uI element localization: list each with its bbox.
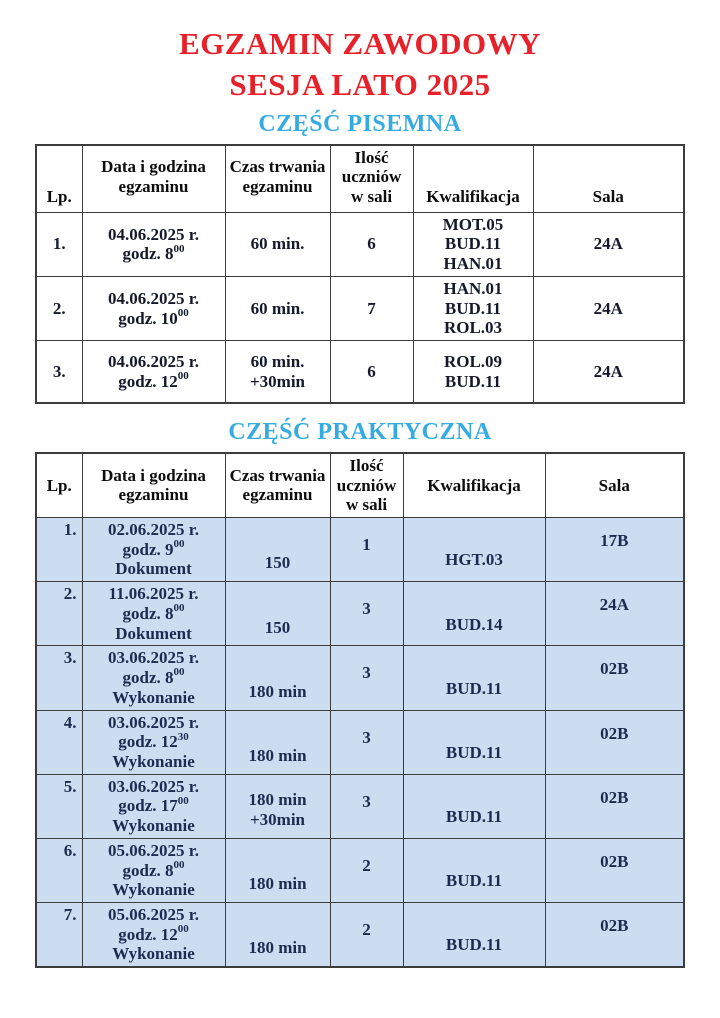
students-cell: 2 [330, 838, 403, 902]
stage-label: Dokument [115, 559, 192, 579]
lp-cell: 7. [36, 902, 82, 967]
col-header-date: Data i godzina egzaminu [82, 145, 225, 213]
students-cell: 6 [330, 212, 413, 276]
duration-cell: 180 min [225, 838, 330, 902]
qualification-cell: ROL.09 BUD.11 [413, 341, 533, 404]
col-header-duration: Czas trwania egzaminu [225, 145, 330, 213]
main-title-line2: SESJA LATO 2025 [229, 66, 491, 102]
duration-cell: 180 min [225, 646, 330, 710]
qualification-cell: BUD.11 [403, 838, 545, 902]
qualification-cell: BUD.11 [403, 774, 545, 838]
date-cell: 04.06.2025 r. godz. $8^{00}$ [82, 212, 225, 276]
stage-label: Wykonanie [112, 944, 195, 964]
stage-label: Wykonanie [112, 880, 195, 900]
room-cell: 02B [545, 646, 684, 710]
students-cell: 1 [330, 518, 403, 582]
stage-label: Wykonanie [112, 687, 195, 707]
students-cell: 7 [330, 276, 413, 340]
duration-cell: 150 [225, 582, 330, 646]
stage-label: Wykonanie [112, 751, 195, 771]
practical-table-row [36, 710, 684, 774]
date-cell: 04.06.2025 r. godz. $10^{00}$ [82, 276, 225, 340]
date-cell: 04.06.2025 r. godz. $12^{00}$ [82, 341, 225, 404]
lp-cell: 2. [36, 276, 82, 340]
duration-cell: 150 [225, 518, 330, 582]
date-cell: 02.06.2025 r. godz. $9^{00}$ Dokument [82, 518, 225, 582]
practical-table-row [36, 838, 684, 902]
col-header-students: Ilość uczniów w sali [330, 145, 413, 213]
written-exam-table [35, 144, 685, 404]
room-cell: 17B [545, 518, 684, 582]
written-table-row [36, 276, 684, 340]
practical-table-row [36, 774, 684, 838]
students-cell: 6 [330, 341, 413, 404]
lp-cell: 6. [36, 838, 82, 902]
written-section-heading: CZĘŚĆ PISEMNA [258, 110, 462, 137]
date-cell: 05.06.2025 r. godz. $8^{00}$ Wykonanie [82, 838, 225, 902]
practical-table-row [36, 646, 684, 710]
students-cell: 3 [330, 582, 403, 646]
practical-table-row [36, 518, 684, 582]
col-header-room: Sala [533, 145, 684, 213]
qualification-cell: BUD.11 [403, 902, 545, 967]
lp-cell: 3. [36, 646, 82, 710]
stage-label: Wykonanie [112, 816, 195, 836]
lp-cell: 1. [36, 518, 82, 582]
col-header-lp: Lp. [36, 453, 82, 518]
room-cell: 02B [545, 710, 684, 774]
qualification-cell: BUD.14 [403, 582, 545, 646]
main-title-line1: EGZAMIN ZAWODOWY [179, 26, 541, 61]
col-header-qualification: Kwalifikacja [413, 145, 533, 213]
room-cell: 24A [533, 212, 684, 276]
col-header-duration: Czas trwania egzaminu [225, 453, 330, 518]
students-cell: 2 [330, 902, 403, 967]
duration-cell: 180 min [225, 902, 330, 967]
date-cell: 03.06.2025 r. godz. $8^{00}$ Wykonanie [82, 646, 225, 710]
date-cell: 03.06.2025 r. godz. $17^{00}$ Wykonanie [82, 774, 225, 838]
practical-exam-table [35, 452, 685, 968]
room-cell: 02B [545, 774, 684, 838]
room-cell: 24A [533, 276, 684, 340]
practical-table-row [36, 902, 684, 967]
duration-cell: 60 min. [225, 212, 330, 276]
room-cell: 02B [545, 902, 684, 967]
written-table-row [36, 212, 684, 276]
col-header-date: Data i godzina egzaminu [82, 453, 225, 518]
lp-cell: 5. [36, 774, 82, 838]
practical-section-heading: CZĘŚĆ PRAKTYCZNA [228, 419, 492, 446]
col-header-qualification: Kwalifikacja [403, 453, 545, 518]
written-table-row [36, 341, 684, 404]
duration-cell: 180 min +30min [225, 774, 330, 838]
practical-header-row [36, 453, 684, 518]
date-cell: 05.06.2025 r. godz. $12^{00}$ Wykonanie [82, 902, 225, 967]
written-header-row [36, 145, 684, 213]
col-header-room: Sala [545, 453, 684, 518]
qualification-cell: HGT.03 [403, 518, 545, 582]
qualification-cell: BUD.11 [403, 710, 545, 774]
duration-cell: 180 min [225, 710, 330, 774]
lp-cell: 4. [36, 710, 82, 774]
practical-table-row [36, 582, 684, 646]
students-cell: 3 [330, 646, 403, 710]
duration-cell: 60 min. [225, 276, 330, 340]
lp-cell: 2. [36, 582, 82, 646]
students-cell: 3 [330, 774, 403, 838]
lp-cell: 3. [36, 341, 82, 404]
col-header-students: Ilość uczniów w sali [330, 453, 403, 518]
stage-label: Dokument [115, 623, 192, 643]
students-cell: 3 [330, 710, 403, 774]
qualification-cell: BUD.11 [403, 646, 545, 710]
date-cell: 03.06.2025 r. godz. $12^{30}$ Wykonanie [82, 710, 225, 774]
duration-cell: 60 min. +30min [225, 341, 330, 404]
qualification-cell: HAN.01 BUD.11 ROL.03 [413, 276, 533, 340]
date-cell: 11.06.2025 r. godz. $8^{00}$ Dokument [82, 582, 225, 646]
room-cell: 24A [533, 341, 684, 404]
room-cell: 02B [545, 838, 684, 902]
qualification-cell: MOT.05 BUD.11 HAN.01 [413, 212, 533, 276]
col-header-lp: Lp. [36, 145, 82, 213]
room-cell: 24A [545, 582, 684, 646]
lp-cell: 1. [36, 212, 82, 276]
